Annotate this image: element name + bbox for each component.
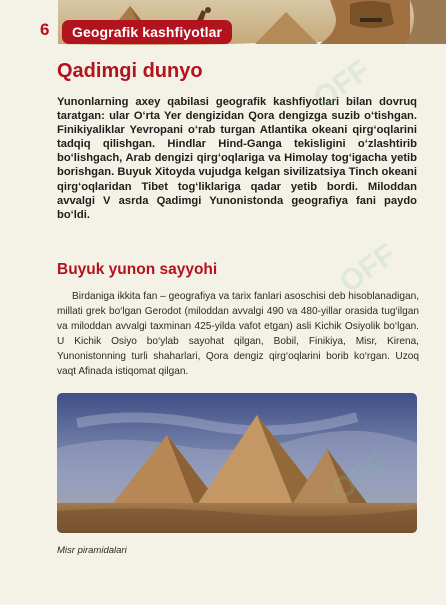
- photo-caption: Misr piramidalari: [57, 545, 127, 556]
- section-heading: Buyuk yunon sayyohi: [57, 261, 218, 278]
- watermark: OFF: [333, 237, 402, 300]
- chapter-title: Qadimgi dunyo: [57, 60, 203, 82]
- intro-paragraph: Yunonlarning axey qabilasi geografik kashfiyotlari bilan dovruq taratgan: ular O‘rta Yer dengizidan Qora dengizga suzib o‘tishgan. Finikiyaliklar Yevropani o‘rab turgan Atlantika okeani qirg‘oqlarini tadqiq qilishgan. Hindlar Hind-Ganga tekisligini o‘zlashtirib bo‘lishgach, Arab dengizi qirg‘oqlariga va Himolay tog‘igacha yetib borishgan. Buyuk Xitoyda vujudga kelgan sivilizatsiya Tinch okeani qirg‘oqlaridan Tibet tog‘liklariga qadar yetib bordi. Miloddan avvalgi V asrda Qadimgi Yunonistonda geografiya fani paydo bo‘ldi.: [57, 96, 417, 221]
- watermark: OFF: [307, 53, 376, 116]
- pyramids-photo: [57, 393, 417, 533]
- body-paragraph: Birdaniga ikkita fan – geografiya va tarix fanlari asoschisi deb hisoblanadigan, millati grek bo‘lgan Gerodot (miloddan avvalgi 490 va 480-yillar orasida tug‘ilgan va miloddan avvalgi taxminan 425-yilda vafot etgan) asli Kichik Osiyolik bo‘lgan. U Kichik Osiyo bo‘ylab sayohat qilgan, Bobil, Finikiya, Misr, Kirena, Yunonistonning turli shaharlari, Qora dengiz qirg‘oqlarini borib ko‘rgan. Uzoq vaqt Afinada istiqomat qilgan.: [57, 291, 419, 377]
- section-tag: Geografik kashfiyotlar: [62, 20, 232, 44]
- page-number: 6: [40, 20, 50, 39]
